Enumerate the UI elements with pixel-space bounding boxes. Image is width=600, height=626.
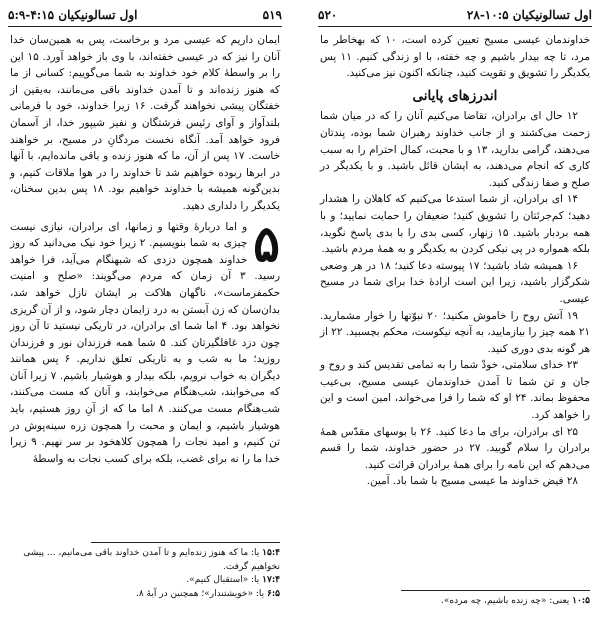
chapter-paragraph (10, 213, 281, 468)
paragraph: خداوندمان عیسی مسیح تعیین کرده است، ۱۰ که بهخاطر ما مرد، تا چه بیدار باشیم و چه خفته، با او زندگی کنیم. ۱۱ پس یکدیگر را تشویق و تقویت کنید، چنانکه اکنون نیز می‌کنید. (320, 34, 590, 80)
right-page (310, 0, 600, 626)
paragraph: ۲۵ ای برادران، برای ما دعا کنید. ۲۶ با بوسهای مقدّس همهٔ برادران را سلام گویید. ۲۷ در حضور خداوند، شما را قسم می‌دهم که این نامه را برای همهٔ برادران قرائت کنید. (320, 425, 590, 471)
chapter-text: و اما دربارهٔ وقتها و زمانها، ای برادران، نیازی نیست چیزی به شما بنویسیم. ۲ زیرا خود نیک می‌دانید که روز خداوند همچون دزدی که شبهنگام می‌آید، فرا خواهد رسید. ۳ آن زمان که مردم می‌گویند: «صلح و امنیت حکمفرماست»، ناگهان هلاکت بر ایشان نازل خواهد شد، بدان‌سان که زن آبستن به درد زایمان دچار شود، و از آن گریزی نخواهد بود. ۴ اما شما ای برادران، در تاریکی نیستید تا آن روز چون دزد غافلگیرتان کند. ۵ شما همه فرزندان نور و فرزندان روزید؛ ما به شب و به تاریکی تعلق نداریم. ۶ پس همانند دیگران به خواب نرویم، بلکه بیدار و هوشیار باشیم. ۷ زیرا آنان که می‌خوابند، شب‌هنگام می‌خوابند، و آنان که مست می‌کنند، شب‌هنگام مست می‌کنند. ۸ اما ما که از آنِ روز هستیم، باید هوشیار باشیم، و ایمان و محبت را همچون زره سینه‌پوش در تن کنیم، و امید نجات را همچون کلاهخود بر سر نهیم. ۹ زیرا خدا ما را نه برای غضب، بلکه برای کسب نجات به واسطهٔ (10, 220, 281, 465)
running-head: اول تسالونیکیان ۱۰:۵-۲۸ (466, 8, 592, 22)
footnote-text: یعنی: «چه زنده باشیم، چه مرده». (441, 596, 570, 606)
chapter-numeral: ۵ (253, 213, 280, 273)
footnote-rule (91, 542, 280, 543)
paragraph: ۱۴ ای برادران، از شما استدعا می‌کنیم که کاهلان را هشدار دهید؛ کم‌جرئتان را تشویق کنید؛ ضعیفان را حمایت نمایید؛ و با همه بردبار باشید. ۱۵ زنهار، کسی بدی را با بدی پاسخ نگوید، بلکه همواره در پی نیکی کردن به یکدیگر و به همهٔ مردم باشید. (320, 193, 590, 256)
page-body (320, 32, 590, 490)
paragraph: ۱۹ آتش روح را خاموش مکنید؛ ۲۰ نبوّتها را خوار مشمارید. ۲۱ همه چیز را بیازمایید، به آنچه نیکوست، محکم بچسبید. ۲۲ از هر گونه بدی دوری کنید. (320, 309, 590, 355)
page-number: ۵۲۰ (318, 8, 338, 22)
header-rule (318, 26, 592, 27)
page-body (10, 32, 280, 467)
footnotes (10, 542, 280, 601)
footnote-ref: ۱۰:۵ (572, 596, 590, 606)
section-heading: اندرزهای پایانی (412, 87, 498, 104)
footnote-ref: ۱۷:۴ (262, 575, 280, 585)
paragraph: ۱۲ حال ای برادران، تقاضا می‌کنیم آنان را که در میان شما زحمت می‌کشند و از جانب خداوند رهبران شما بوده، پندتان می‌دهند، گرامی بدارید، ۱۳ و با محبت، کمال احترام را به سبب کاری که انجام می‌دهند، به ایشان قائل باشید. و با یکدیگر در صلح و صفا زندگی کنید. (320, 110, 591, 189)
footnote (320, 595, 590, 609)
header-rule (8, 26, 282, 27)
footnote-text: یا: «خویشتندار»؛ همچنین در آیهٔ ۸. (135, 588, 265, 599)
footnote-rule (401, 590, 590, 591)
footnote-text: یا: «استقبال کنیم». (186, 575, 260, 585)
page-header (318, 6, 592, 24)
left-page (0, 0, 290, 626)
page-header (8, 6, 282, 24)
paragraph: ۱۶ همیشه شاد باشید؛ ۱۷ پیوسته دعا کنید؛ ۱۸ در هر وضعی شکرگزار باشید، زیرا این است ارادهٔ خدا برای شما در مسیح عیسی. (320, 259, 590, 305)
footnote (10, 547, 280, 574)
footnote (10, 588, 280, 602)
paragraph: ۲۳ خدای سلامتی، خودْ شما را به تمامی تقدیس کند و روح و جان و تن شما تا آمدن خداوندمان عیسی مسیح، بی‌عیب محفوظ بماند. ۲۴ او که شما را فرا می‌خواند، امین است و این را خواهد کرد. (320, 359, 590, 422)
paragraph: ۲۸ فیض خداوند ما عیسی مسیح با شما باد. آمین. (366, 475, 578, 488)
footnote-ref: ۱۵:۴ (262, 548, 280, 558)
footnote (10, 574, 280, 588)
footnotes (320, 590, 590, 609)
footnote-ref: ۶:۵ (267, 588, 280, 599)
running-head: اول تسالونیکیان ۴:۱۵-۵:۹ (8, 8, 138, 22)
footnote-text: یا: ما که هنوز زنده‌ایم و تا آمدن خداوند باقی می‌مانیم، ... پیشی نخواهیم گرفت. (23, 548, 280, 572)
paragraph: ایمان داریم که عیسی مرد و برخاست، پس به همین‌سان خدا آنان را نیز که در عیسی خفته‌اند، با وی باز خواهد آورد. ۱۵ این را بر واسطهٔ کلام خود خداوند به شما می‌گوییم: کسانی از ما که هنوز زنده‌اند و تا آمدن خداوند باقی می‌مانند، به‌یقین از خفتگان پیشی نخواهند گرفت. ۱۶ زیرا خداوند، خود با فرمانی بلندآواز و آوای رئیس فرشتگان و نفیر شیپور خدا، از آسمان فرود خواهد آمد. آنگاه نخست مردگانِ در مسیح، بر خواهند خاست. ۱۷ پس از آن، ما که هنوز زنده و باقی مانده‌ایم، با آنها در ابرها ربوده خواهیم شد تا خداوند را در هوا ملاقات کنیم، و بدین‌گونه همیشه با خداوند خواهیم بود. ۱۸ پس بدین سخنان، یکدیگر را دلداری دهید. (10, 34, 281, 212)
page-number: ۵۱۹ (262, 8, 282, 22)
